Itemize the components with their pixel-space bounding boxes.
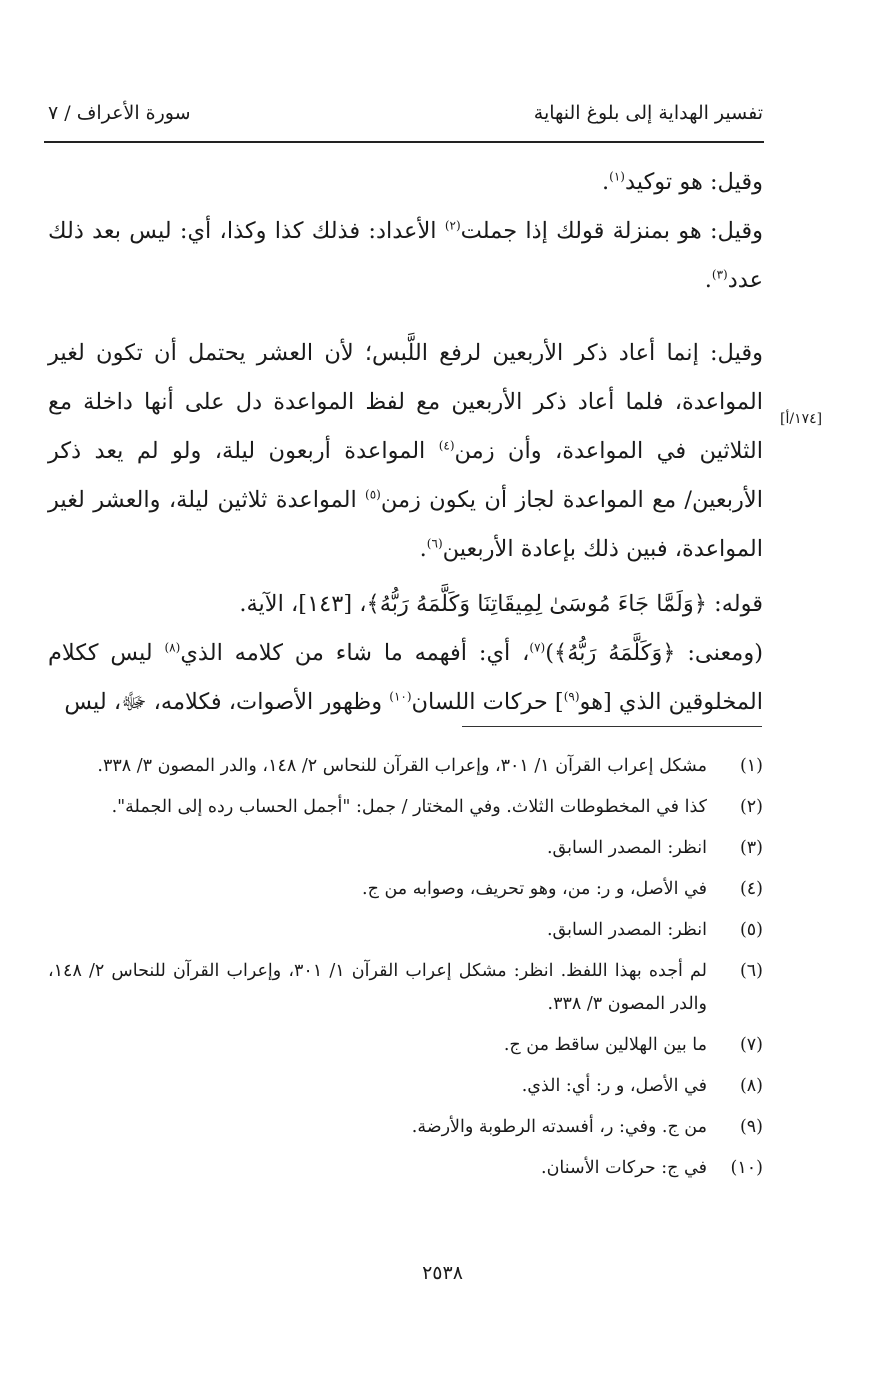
footnote-ref-7: (٧) [529, 640, 546, 655]
footnote-number: (٦) [739, 961, 763, 981]
footnote-ref-10: (١٠) [389, 689, 412, 704]
manuscript-folio-note: [١٧٤/أ] [780, 411, 823, 427]
paragraph-2: وقيل: هو بمنزلة قولك إذا جملت$^{(٢)}$ الأعداد: فذلك كذا وكذا، أي: ليس بعد ذلك عدد$^{(٣)}$. [48, 218, 764, 293]
footnote-text: انظر: المصدر السابق. [546, 920, 707, 940]
footnote-text: كذا في المخطوطات الثلاث. وفي المختار / جمل: "أجمل الحساب رده إلى الجملة". [111, 797, 707, 817]
footnotes [48, 750, 763, 1193]
footnote-ref-5: (٥) [365, 487, 381, 502]
footnote-ref-6: (٦) [426, 536, 443, 551]
footnote-ref-2: (٢) [444, 218, 461, 233]
footnote-number: (٧) [739, 1035, 763, 1055]
footnote-text: لم أجده بهذا اللفظ. انظر: مشكل إعراب القرآن ١/ ٣٠١، وإعراب القرآن للنحاس ٢/ ١٤٨، والدر المصون ٣/ ٣٣٨. [48, 961, 707, 1014]
surah-label: سورة الأعراف / ٧ [48, 102, 191, 124]
footnote-number: (٩) [739, 1117, 763, 1137]
footnote-item [48, 955, 763, 1021]
footnote-item [48, 1070, 763, 1103]
footnote-text: مشكل إعراب القرآن ١/ ٣٠١، وإعراب القرآن للنحاس ٢/ ١٤٨، والدر المصون ٣/ ٣٣٨. [97, 756, 707, 776]
footnote-item [48, 1111, 763, 1144]
footnote-item [48, 1029, 763, 1062]
footnote-ref-9: (٩) [563, 689, 580, 704]
paragraph-3: وقيل: إنما أعاد ذكر الأربعين لرفع اللَّبس؛ لأن العشر يحتمل أن تكون لغير المواعدة، فلما أعاد ذكر الأربعين مع لفظ المواعدة دل على أنها داخلة مع الثلاثين في المواعدة، وأن زمن$^{(٤)}$ المواعدة أربعون ليلة، ولو لم يعد ذكر الأربعين/ مع المواعدة لجاز أن يكون زمن$^{(٥)}$ المواعدة ثلاثين ليلة، والعشر لغير المواعدة، فبين ذلك بإعادة الأربعين$^{(٦)}$. [48, 340, 763, 562]
footnote-ref-1: (١) [609, 169, 625, 184]
footnote-text: في الأصل، و ر: أي: الذي. [521, 1076, 707, 1096]
footnote-number: (٤) [739, 879, 763, 899]
footnote-item [48, 914, 763, 947]
footnote-item [48, 750, 763, 783]
footnote-divider [462, 726, 762, 727]
footnote-text: في الأصل، و ر: من، وهو تحريف، وصوابه من ج. [362, 879, 707, 899]
footnote-number: (٢) [739, 797, 763, 817]
page-number: ٢٥٣٨ [422, 1262, 463, 1284]
footnote-item [48, 873, 763, 906]
footnote-number: (١٠) [730, 1158, 763, 1178]
footnote-text: ما بين الهلالين ساقط من ج. [503, 1035, 707, 1055]
footnote-number: (٥) [739, 920, 763, 940]
main-text [48, 158, 763, 727]
footnote-ref-8: (٨) [164, 640, 181, 655]
paragraph-1: وقيل: هو توكيد$^{(١)}$. [601, 169, 763, 195]
footnote-ref-3: (٣) [711, 267, 728, 282]
footnote-number: (١) [739, 756, 763, 776]
header-divider [44, 141, 764, 143]
footnote-number: (٣) [739, 838, 763, 858]
paragraph-5: (ومعنى: ﴿وَكَلَّمَهُ رَبُّهُ﴾)$^{(٧)}$، أي: أفهمه ما شاء من كلامه الذي$^{(٨)}$ ليس ككلام المخلوقين الذي [هو$^{(٩)}$] حركات اللسان$^{(١٠)}$ وظهور الأصوات، فكلامه، ﷻ، ليس [48, 640, 763, 715]
footnote-item [48, 1152, 763, 1185]
book-title: تفسير الهداية إلى بلوغ النهاية [533, 102, 763, 124]
footnote-text: انظر: المصدر السابق. [546, 838, 707, 858]
footnote-item [48, 791, 763, 824]
running-header [48, 100, 763, 134]
footnote-ref-4: (٤) [438, 438, 455, 453]
footnote-item [48, 832, 763, 865]
footnote-text: في ج: حركات الأسنان. [541, 1158, 707, 1178]
footnote-text: من ج. وفي: ر، أفسدته الرطوبة والأرضة. [411, 1117, 707, 1137]
verse-paragraph: قوله: ﴿وَلَمَّا جَاءَ مُوسَىٰ لِمِيقَاتِنَا وَكَلَّمَهُ رَبُّهُ﴾، [١٤٣]، الآية. [239, 591, 763, 617]
footnote-number: (٨) [739, 1076, 763, 1096]
